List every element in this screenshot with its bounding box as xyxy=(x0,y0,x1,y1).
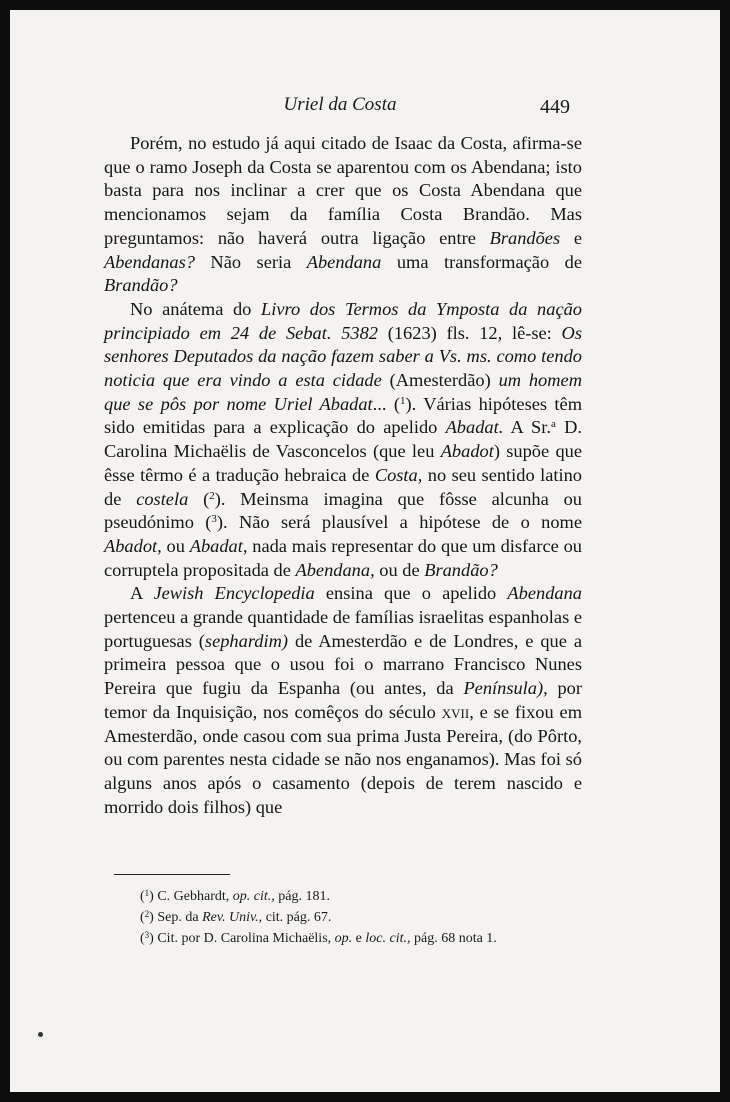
book-page xyxy=(10,10,720,1092)
italic-run: Abendana xyxy=(306,251,382,272)
text-run: pertenceu a grande quantidade de famílias israelitas espanholas e portuguesas ( xyxy=(104,607,582,651)
italic-run: Abadot xyxy=(440,441,494,462)
text-run: ). Várias hipóteses têm sido emitidas para a explicação do apelido xyxy=(104,393,583,438)
text-run: (1623) fls. 12, lê-se: xyxy=(377,322,562,343)
small-caps-run: xvii xyxy=(441,701,470,722)
footnote-rule xyxy=(114,874,230,875)
italic-run: op. xyxy=(334,931,353,946)
footnote-2: ($^2$) Sep. da Rev. Univ., cit. pág. 67. xyxy=(140,909,332,925)
text-run: A Sr. xyxy=(503,417,551,438)
footnote-mark: 2 xyxy=(144,909,150,919)
italic-run: Brandão? xyxy=(424,559,498,580)
text-run: Sep. da xyxy=(153,910,203,925)
footnote-3: ($^3$) Cit. por D. Carolina Michaëlis, op. e loc. cit., pág. 68 nota 1. xyxy=(140,930,497,946)
italic-run: Livro dos Termos da Ymposta da nação principiado em 24 de Sebat. 5382 xyxy=(104,298,582,343)
italic-run: Abadat. xyxy=(445,417,504,438)
text-run: Não seria xyxy=(194,251,307,272)
text-run: pág. 68 nota 1. xyxy=(410,931,497,946)
italic-run: op. cit., xyxy=(232,889,275,904)
text-run: nada mais representar do que um disfarce ou corruptela propositada de xyxy=(104,535,582,580)
footnote-mark: 1 xyxy=(144,888,150,898)
text-run: Cit. por D. Carolina Michaëlis, xyxy=(153,931,335,946)
footnotes xyxy=(140,886,600,949)
italic-run: Abendanas? xyxy=(104,251,195,272)
paragraph-2 xyxy=(104,298,582,582)
text-run: D. Carolina Michaëlis de Vasconcelos (que leu xyxy=(104,417,582,462)
text-run: , e se fixou em Amesterdão, onde casou com sua prima Justa Pereira, (do Pôrto, ou com parentes nesta cidade se não nos enganamos). Mas foi só alguns anos após o casamento (depois de terem nascido e morrido dois filhos) que xyxy=(104,701,582,817)
text-run: e xyxy=(352,931,366,946)
text-run: C. Gebhardt, xyxy=(153,889,233,904)
text-run: ensina que o apelido xyxy=(314,583,508,604)
italic-run: Abadat, xyxy=(189,535,248,556)
italic-run: Brandões xyxy=(489,227,561,248)
running-title: Uriel da Costa xyxy=(283,94,397,115)
text-run: uma transformação de xyxy=(381,251,582,272)
text-run: ... ( xyxy=(372,393,400,414)
text-run: cit. pág. 67. xyxy=(262,910,332,925)
text-run: pág. 181. xyxy=(274,889,330,904)
superscript: a xyxy=(550,418,556,431)
text-run: Porém, no estudo já aqui citado de Isaac da Costa, afirma-se que o ramo Joseph da Costa se aparentou com os Abendana; isto basta para nos inclinar a crer que os Costa Abendana que mencionamos sejam da família Costa Brandão. Mas preguntamos: não haverá outra ligação entre xyxy=(104,133,582,248)
text-run: ou de xyxy=(374,559,425,580)
text-run: A xyxy=(130,583,154,604)
text-run: ). Meinsma imagina que fôsse alcunha ou pseudónimo ( xyxy=(104,488,582,533)
text-run: no seu sentido latino de xyxy=(104,464,582,509)
italic-run: Península), xyxy=(463,678,548,699)
footnote-ref: 1 xyxy=(399,394,406,407)
italic-run: Abadot, xyxy=(104,535,162,556)
italic-run: Abendana xyxy=(507,583,582,604)
italic-run: Brandão? xyxy=(104,275,178,296)
text-run: ( xyxy=(188,488,210,509)
footnote-ref: 2 xyxy=(209,489,215,502)
paragraph-1 xyxy=(104,132,582,298)
italic-run: Os senhores Deputados da nação fazem saber a Vs. ms. como tendo noticia que era vindo a esta cidade xyxy=(104,322,582,391)
italic-run: Rev. Univ., xyxy=(202,910,263,925)
text-run: ). Não será plausível a hipótese de o nome xyxy=(216,512,582,533)
footnote-mark: 3 xyxy=(144,930,150,940)
italic-run: sephardim) xyxy=(204,630,289,651)
main-text xyxy=(104,132,582,819)
paragraph-3 xyxy=(104,582,582,819)
italic-run: costela xyxy=(136,488,189,509)
text-run: (Amesterdão) xyxy=(381,370,499,391)
italic-run: Costa, xyxy=(374,464,423,485)
italic-run: um homem que se pôs por nome Uriel Abadat xyxy=(104,370,582,414)
footnote-1: ($^1$) C. Gebhardt, op. cit., pág. 181. xyxy=(140,888,330,904)
text-run: ) supõe que êsse têrmo é a tradução hebraica de xyxy=(104,441,583,485)
text-run: por temor da Inquisição, nos comêços do século xyxy=(104,678,582,722)
page-number: 449 xyxy=(540,96,570,118)
page-header xyxy=(10,94,720,124)
italic-run: Jewish Encyclopedia xyxy=(153,583,315,604)
italic-run: loc. cit., xyxy=(365,931,411,946)
text-run: ou xyxy=(161,535,190,556)
text-run: No anátema do xyxy=(130,298,261,319)
stray-ink-dot xyxy=(38,1032,43,1037)
footnote-ref: 3 xyxy=(211,513,217,526)
text-run: e xyxy=(560,227,583,248)
text-run: de Amesterdão e de Londres, e que a primeira pessoa que o usou foi o marrano Francisco Nunes Pereira que fugiu da Espanha (ou antes, da xyxy=(104,630,582,699)
italic-run: Abendana, xyxy=(295,559,375,580)
